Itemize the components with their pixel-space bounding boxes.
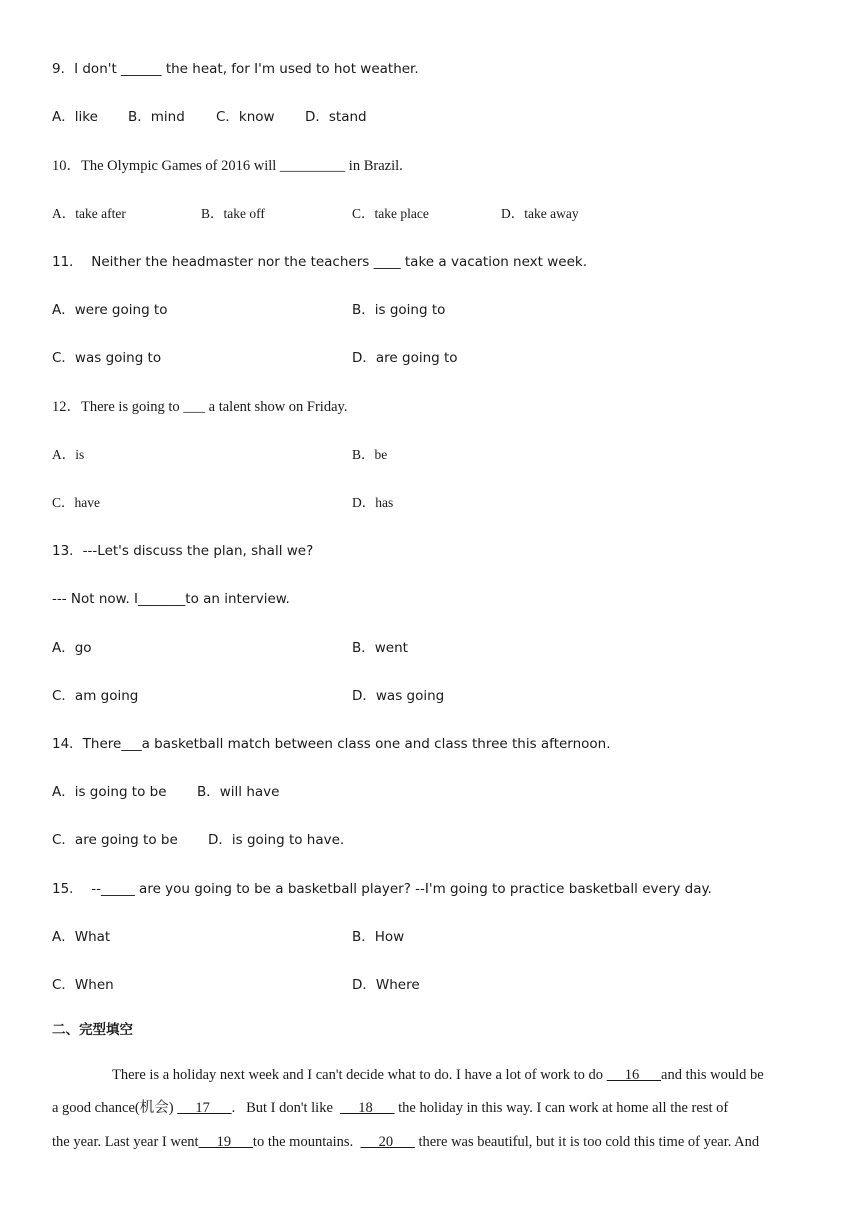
passage-text: There is a holiday next week and I can't decide what to do. I have a lot of work to do <box>112 1067 607 1083</box>
question-11-option-d: D．are going to <box>352 350 458 366</box>
question-11-option-b: B．is going to <box>352 302 446 318</box>
question-12-option-c: C．have <box>52 495 100 510</box>
passage-line-3 <box>52 1133 807 1151</box>
question-14-option-a: A．is going to be <box>52 784 167 800</box>
passage-text: the year. Last year I went <box>52 1134 199 1150</box>
question-10-option-d: D．take away <box>501 206 579 221</box>
question-14-option-c: C．are going to be <box>52 832 178 848</box>
blank-19: 19 <box>198 1134 253 1150</box>
passage-text: . But I don't like <box>231 1100 341 1116</box>
question-14-option-b: B．will have <box>197 784 280 800</box>
question-10-option-c: C．take place <box>352 206 429 221</box>
question-10-option-a: A．take after <box>52 206 126 221</box>
question-11-stem: 11． Neither the headmaster nor the teachers ____ take a vacation next week. <box>52 254 588 270</box>
question-13-option-b: B．went <box>352 640 408 656</box>
question-14-option-d: D．is going to have. <box>208 832 345 848</box>
question-13-stem: 13．---Let's discuss the plan, shall we? <box>52 543 314 559</box>
question-9-option-b: B．mind <box>128 109 185 125</box>
passage-text: a good chance(机会) <box>52 1100 178 1116</box>
question-12-option-a: A．is <box>52 447 85 462</box>
blank-20: 20 <box>360 1134 415 1150</box>
question-14-stem: 14．There___a basketball match between class one and class three this afternoon. <box>52 736 611 752</box>
blank-18: 18 <box>340 1100 395 1116</box>
passage-text: to the mountains. <box>252 1134 361 1150</box>
question-15-option-a: A．What <box>52 929 111 945</box>
passage-text: the holiday in this way. I can work at home all the rest of <box>394 1100 729 1116</box>
question-9-option-c: C．know <box>216 109 275 125</box>
question-9-option-d: D．stand <box>305 109 367 125</box>
question-13-option-d: D．was going <box>352 688 445 704</box>
passage-line-2 <box>52 1099 807 1117</box>
question-13-stem-reply: --- Not now. I_______to an interview. <box>52 591 290 607</box>
question-10-option-b: B．take off <box>201 206 265 221</box>
question-9-option-a: A．like <box>52 109 98 125</box>
question-13-option-a: A．go <box>52 640 92 656</box>
passage-text: there was beautiful, but it is too cold this time of year. And <box>414 1134 760 1150</box>
question-12-option-d: D．has <box>352 495 394 510</box>
question-11-option-a: A．were going to <box>52 302 168 318</box>
section-heading: 二、完型填空 <box>52 1022 133 1038</box>
blank-17: 17 <box>177 1100 232 1116</box>
question-15-option-b: B．How <box>352 929 405 945</box>
question-12-stem: 12．There is going to ___ a talent show on Friday. <box>52 399 348 415</box>
question-13-option-c: C．am going <box>52 688 139 704</box>
question-12-option-b: B．be <box>352 447 388 462</box>
question-11-option-c: C．was going to <box>52 350 162 366</box>
question-15-option-d: D．Where <box>352 977 420 993</box>
blank-16: 16 <box>606 1067 662 1083</box>
question-15-option-c: C．When <box>52 977 114 993</box>
passage-line-1 <box>52 1066 807 1084</box>
question-9-stem: 9．I don't ______ the heat, for I'm used to hot weather. <box>52 61 419 77</box>
passage-text: and this would be <box>661 1067 764 1083</box>
question-15-stem: 15． --_____ are you going to be a basketball player? --I'm going to practice basketball every day. <box>52 881 712 897</box>
question-10-stem: 10．The Olympic Games of 2016 will _________ in Brazil. <box>52 158 403 174</box>
